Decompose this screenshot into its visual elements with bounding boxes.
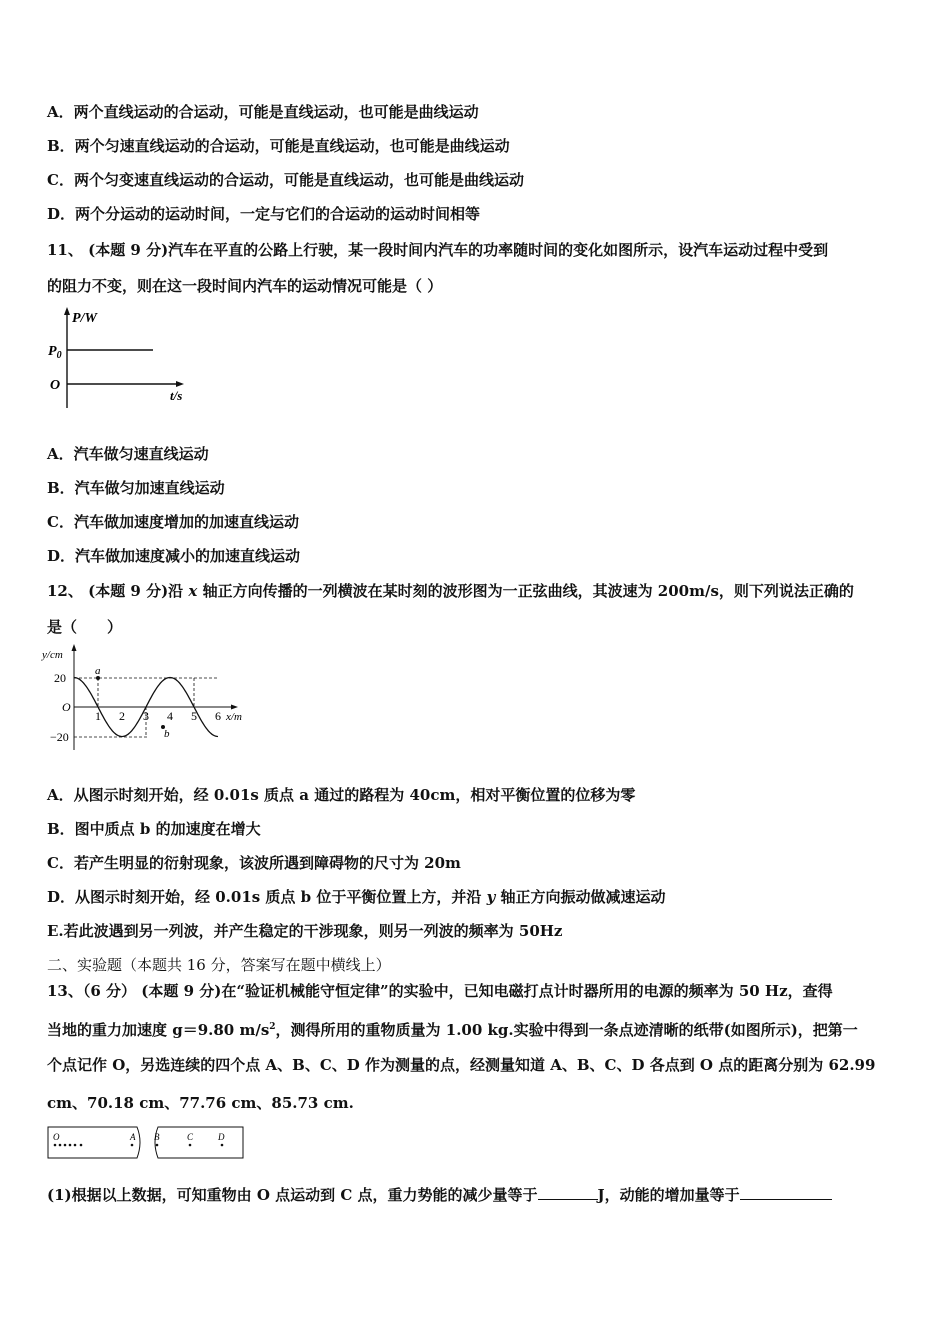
x-tick-4: 4 (167, 709, 173, 723)
tape-dot (74, 1144, 77, 1147)
q13-paper-tape (45, 1122, 250, 1166)
y-axis-arrow (72, 644, 77, 651)
q12-wave-graph (40, 640, 280, 760)
q11-option-c: C．汽车做加速度增加的加速直线运动 (47, 513, 299, 531)
q12-option-e: E.若此波遇到另一列波，并产生稳定的干涉现象，则另一列波的频率为 50Hz (47, 922, 563, 940)
tape-dot (80, 1144, 83, 1147)
x-axis-label: t/s (170, 388, 183, 403)
answer-blank-kinetic-energy[interactable] (740, 1185, 832, 1200)
x-axis-arrow (176, 381, 184, 387)
x-axis-label: x/m (226, 711, 242, 723)
tape-label-a: A (130, 1132, 136, 1142)
q11-option-a: A．汽车做匀速直线运动 (47, 445, 209, 463)
point-b-label: b (164, 728, 170, 740)
q12-option-c: C．若产生明显的衍射现象，该波所遇到障碍物的尺寸为 20m (47, 854, 461, 872)
tape-left-piece (48, 1127, 140, 1158)
y-axis-label: y/cm (42, 649, 63, 661)
tape-dot-o (54, 1144, 57, 1147)
q11-power-time-graph (40, 305, 200, 415)
q12-option-b: B．图中质点 b 的加速度在增大 (47, 820, 261, 838)
q12-option-d: D．从图示时刻开始，经 0.01s 质点 b 位于平衡位置上方，并沿 y 轴正方向振动做减速运动 (47, 888, 666, 906)
tape-dot (59, 1144, 62, 1147)
tape-dot-d (221, 1144, 224, 1147)
q12-option-a: A．从图示时刻开始，经 0.01s 质点 a 通过的路程为 40cm，相对平衡位置的位移为零 (47, 786, 636, 804)
q13-sub1: (1)根据以上数据，可知重物由 O 点运动到 C 点，重力势能的减少量等于 J，动能的增加量等于 (47, 1185, 832, 1205)
q10-option-c: C．两个匀变速直线运动的合运动，可能是直线运动，也可能是曲线运动 (47, 171, 524, 189)
power-level-label: $P_0$ (48, 344, 62, 361)
tape-dot (69, 1144, 72, 1147)
q10-option-d: D．两个分运动的运动时间，一定与它们的合运动的运动时间相等 (47, 205, 481, 223)
tape-right-piece (155, 1127, 243, 1158)
tape-label-c: C (187, 1132, 194, 1142)
q10-option-a: A．两个直线运动的合运动，可能是直线运动，也可能是曲线运动 (47, 103, 479, 121)
tape-label-o: O (53, 1132, 60, 1142)
q13-line1: 13、（6 分） (本题 9 分)在“验证机械能守恒定律”的实验中，已知电磁打点计时器所用的电源的频率为 50 Hz，查得 (47, 982, 833, 1000)
x-axis-arrow (231, 705, 238, 710)
q11-stem-line1: 11、 (本题 9 分)汽车在平直的公路上行驶，某一段时间内汽车的功率随时间的变化如图所示，设汽车运动过程中受到 (47, 241, 829, 259)
q10-option-b: B．两个匀速直线运动的合运动，可能是直线运动，也可能是曲线运动 (47, 137, 510, 155)
tape-dot-a (131, 1144, 134, 1147)
tape-dot-c (189, 1144, 192, 1147)
x-tick-6: 6 (215, 709, 221, 723)
x-tick-3: 3 (143, 709, 149, 723)
q11-option-b: B．汽车做匀加速直线运动 (47, 479, 225, 497)
q11-stem-line2: 的阻力不变，则在这一段时间内汽车的运动情况可能是（ ） (47, 277, 443, 295)
x-tick-5: 5 (191, 709, 197, 723)
x-tick-1: 1 (95, 709, 101, 723)
y-axis-label: P/W (72, 311, 97, 326)
origin-label: O (50, 378, 61, 393)
y-tick-20: 20 (54, 671, 66, 685)
q13-line4: cm、70.18 cm、77.76 cm、85.73 cm. (47, 1094, 354, 1112)
q12-stem-line1: 12、 (本题 9 分)沿 x 轴正方向传播的一列横波在某时刻的波形图为一正弦曲线，其波速为 200m/s，则下列说法正确的 (47, 582, 854, 600)
q11-option-d: D．汽车做加速度减小的加速直线运动 (47, 547, 301, 565)
q12-stem-line2: 是（ ） (47, 618, 123, 636)
tape-label-b: B (154, 1132, 160, 1142)
origin-label: O (62, 700, 71, 714)
section-heading: 二、实验题（本题共 16 分，答案写在题中横线上） (47, 956, 391, 974)
y-axis-arrow (64, 307, 70, 315)
q13-line3: 个点记作 O，另选连续的四个点 A、B、C、D 作为测量的点，经测量知道 A、B、C、D 各点到 O 点的距离分别为 62.99 (47, 1056, 876, 1074)
tape-dot-b (156, 1144, 159, 1147)
x-tick-2: 2 (119, 709, 125, 723)
answer-blank-potential-energy[interactable] (538, 1185, 598, 1200)
y-tick-neg20: −20 (50, 730, 69, 744)
q13-line2: 当地的重力加速度 g＝9.80 $m/s^2$，测得所用的重物质量为 1.00 kg.实验中得到一条点迹清晰的纸带(如图所示)，把第一 (47, 1021, 858, 1039)
tape-dot (64, 1144, 67, 1147)
tape-label-d: D (218, 1132, 225, 1142)
point-a-label: a (95, 665, 101, 677)
